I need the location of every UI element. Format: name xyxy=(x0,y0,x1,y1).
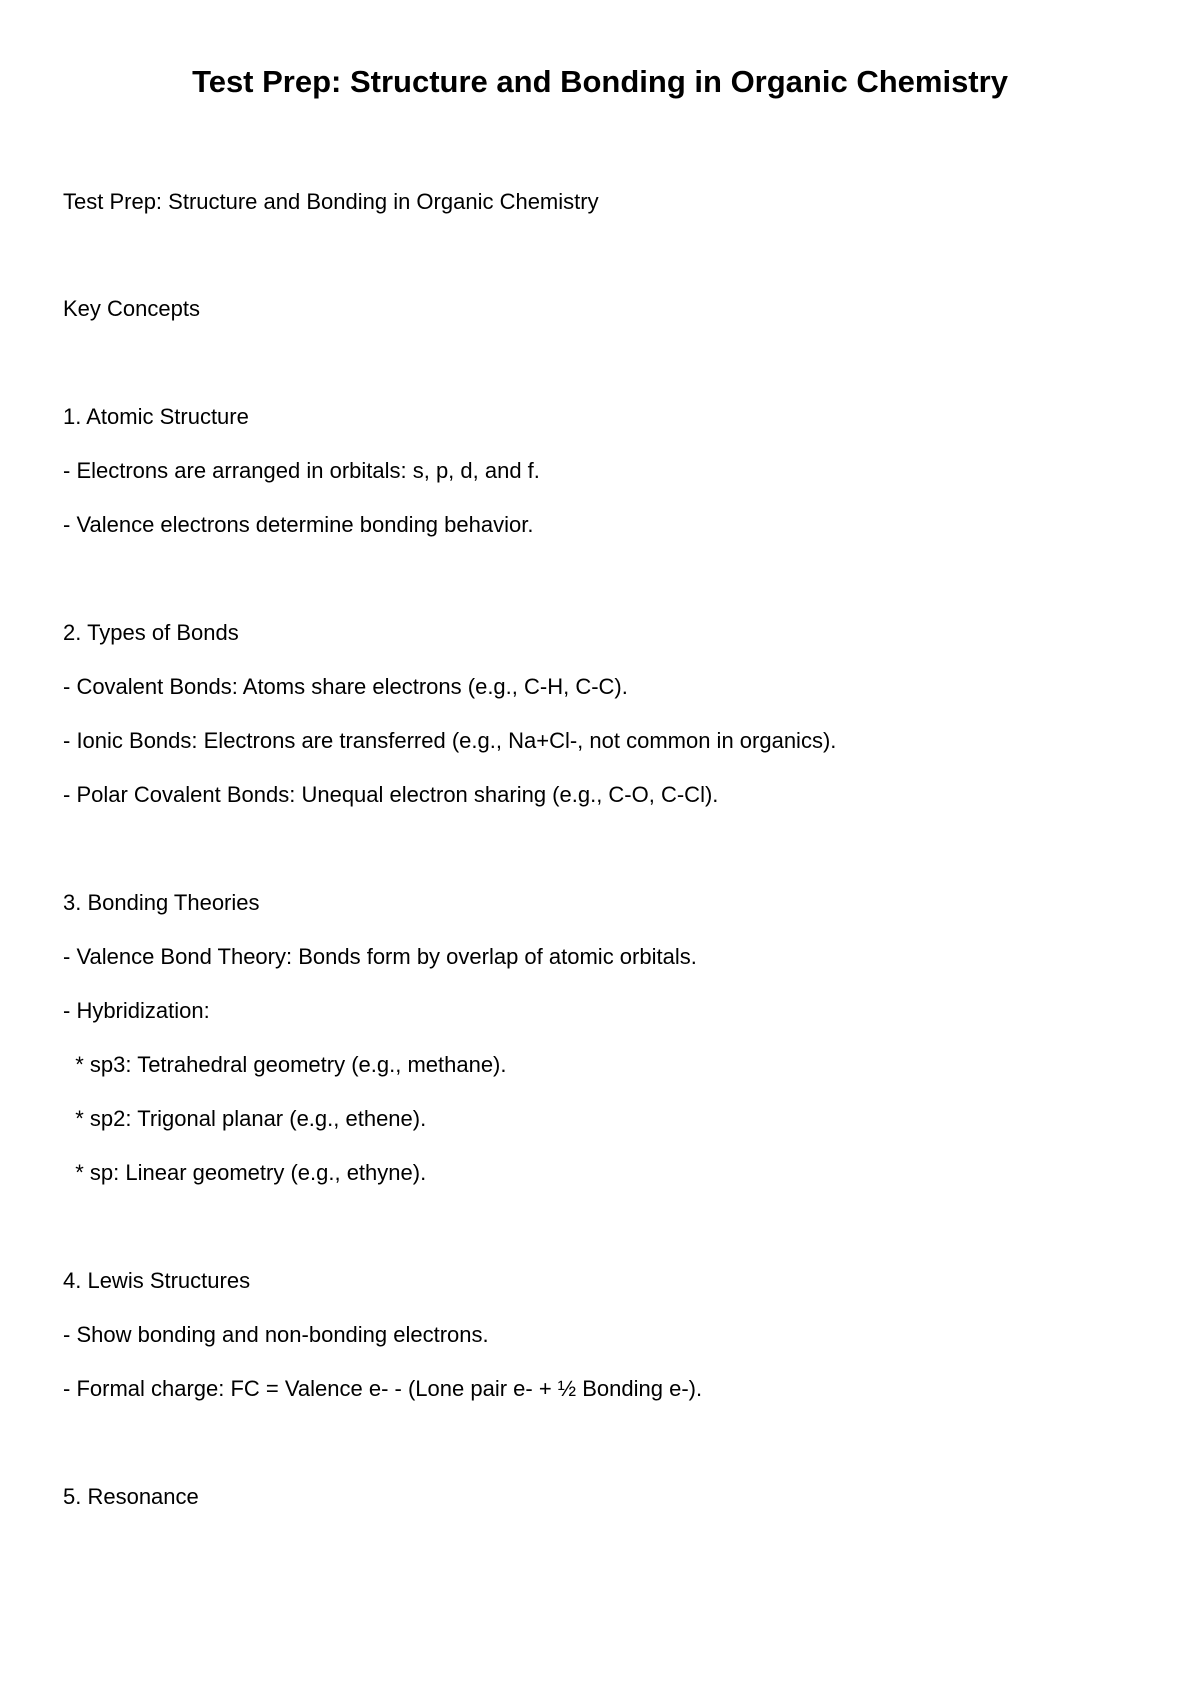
document-title: Test Prep: Structure and Bonding in Organic Chemistry xyxy=(192,64,1008,99)
bullet-line: - Valence electrons determine bonding behavior. xyxy=(63,512,534,537)
key-concepts-heading: Key Concepts xyxy=(63,296,200,321)
bullet-line: - Covalent Bonds: Atoms share electrons (e.g., C-H, C-C). xyxy=(63,674,628,699)
bullet-line: - Ionic Bonds: Electrons are transferred (e.g., Na+Cl-, not common in organics). xyxy=(63,728,837,753)
sub-bullet-line: * sp3: Tetrahedral geometry (e.g., methane). xyxy=(63,1052,507,1077)
bullet-line: - Valence Bond Theory: Bonds form by overlap of atomic orbitals. xyxy=(63,944,697,969)
sub-bullet-line: * sp2: Trigonal planar (e.g., ethene). xyxy=(63,1106,427,1131)
section-heading-types-of-bonds: 2. Types of Bonds xyxy=(63,620,239,645)
section-heading-resonance: 5. Resonance xyxy=(63,1484,199,1509)
document-subtitle: Test Prep: Structure and Bonding in Organic Chemistry xyxy=(63,189,599,214)
bullet-line: - Formal charge: FC = Valence e- - (Lone pair e- + ½ Bonding e-). xyxy=(63,1376,703,1401)
bullet-line: - Polar Covalent Bonds: Unequal electron sharing (e.g., C-O, C-Cl). xyxy=(63,782,719,807)
bullet-line: - Hybridization: xyxy=(63,998,210,1023)
sub-bullet-line: * sp: Linear geometry (e.g., ethyne). xyxy=(63,1160,427,1185)
section-heading-atomic-structure: 1. Atomic Structure xyxy=(63,404,249,429)
section-heading-bonding-theories: 3. Bonding Theories xyxy=(63,890,260,915)
bullet-line: - Electrons are arranged in orbitals: s, p, d, and f. xyxy=(63,458,540,483)
bullet-line: - Show bonding and non-bonding electrons. xyxy=(63,1322,489,1347)
section-heading-lewis-structures: 4. Lewis Structures xyxy=(63,1268,251,1293)
